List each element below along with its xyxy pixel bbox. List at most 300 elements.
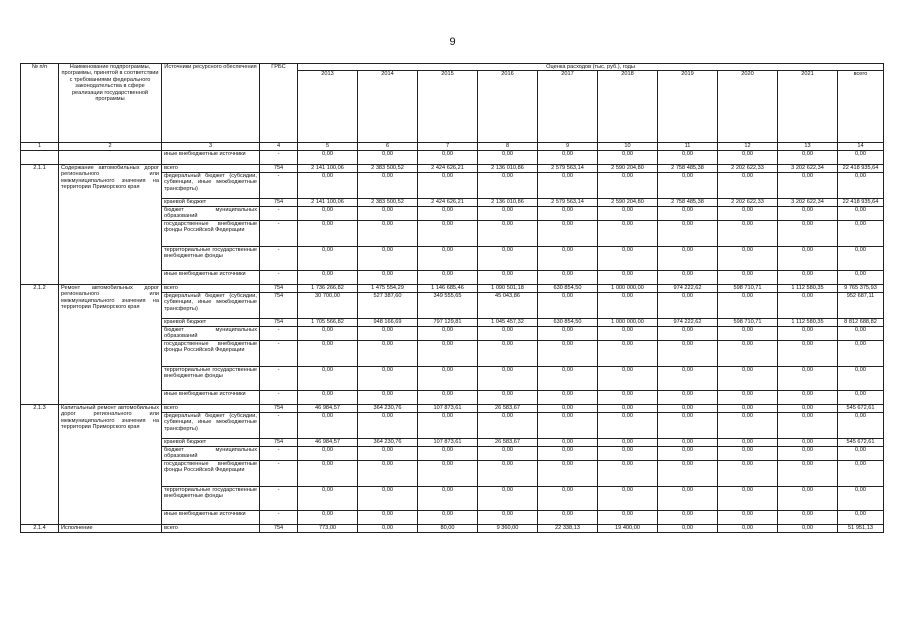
row-index [21,150,59,164]
cost-value: 0,00 [358,220,418,246]
cost-value: 0,00 [298,172,358,198]
cost-value: 0,00 [538,246,598,270]
cost-value: 0,00 [838,150,884,164]
column-number: 10 [598,143,658,150]
table-row [21,404,884,412]
cost-value: 0,00 [838,270,884,284]
cost-value: 0,00 [778,326,838,340]
cost-value: 2 590 204,80 [598,198,658,206]
grbs-code: - [260,446,298,460]
grbs-code: - [260,172,298,198]
cost-value: 0,00 [538,326,598,340]
grbs-code: - [260,206,298,220]
cost-value: 2 141 100,06 [298,198,358,206]
cost-value: 0,00 [718,438,778,446]
grbs-code: - [260,390,298,404]
table-row [21,150,884,164]
cost-value: 2 424 626,21 [418,198,478,206]
cost-value: 0,00 [418,366,478,390]
cost-value: 0,00 [718,326,778,340]
program-name: Ремонт автомобильных дорог регионального или межмуниципального значения на территории Приморского края [59,284,162,404]
cost-value: 0,00 [718,486,778,510]
cost-value: 364 230,76 [358,404,418,412]
column-number: 9 [538,143,598,150]
cost-value: 0,00 [718,366,778,390]
cost-value: 0,00 [778,510,838,524]
cost-value: 0,00 [418,446,478,460]
column-number: 3 [162,143,260,150]
program-name: Капитальный ремонт автомобильных дорог регионального или межмуниципального значения на территории Приморского края [59,404,162,524]
cost-value: 0,00 [418,340,478,366]
header-num: № п/п [21,64,59,143]
grbs-code: - [260,412,298,438]
grbs-code: 754 [260,284,298,292]
cost-value: 2 383 500,52 [358,164,418,172]
cost-value: 0,00 [598,150,658,164]
funding-source: краевой бюджет [162,318,260,326]
cost-value: 0,00 [418,220,478,246]
cost-value: 0,00 [778,340,838,366]
cost-value: 51 951,13 [838,524,884,532]
cost-value: 0,00 [418,326,478,340]
cost-value: 0,00 [538,446,598,460]
cost-value: 952 687,11 [838,292,884,318]
cost-value: 0,00 [358,524,418,532]
funding-source: бюджет муниципальных образований [162,446,260,460]
cost-value: 974 222,62 [658,284,718,292]
cost-value: 2 202 622,33 [718,198,778,206]
column-number: 1 [21,143,59,150]
cost-value: 0,00 [298,150,358,164]
funding-source: иные внебюджетные источники [162,510,260,524]
cost-value: 22 418 935,64 [838,164,884,172]
year-header: всего [838,71,884,143]
cost-value: 0,00 [658,172,718,198]
cost-value: 0,00 [358,390,418,404]
cost-value: 0,00 [838,206,884,220]
cost-value: 80,00 [418,524,478,532]
cost-value: 948 166,69 [358,318,418,326]
funding-source: иные внебюджетные источники [162,390,260,404]
year-header: 2016 [478,71,538,143]
cost-value: 0,00 [778,206,838,220]
cost-value: 45 043,86 [478,292,538,318]
cost-value: 0,00 [658,206,718,220]
cost-value: 0,00 [778,486,838,510]
cost-value: 1 000 000,00 [598,318,658,326]
cost-value: 0,00 [658,412,718,438]
column-number: 6 [358,143,418,150]
year-header: 2015 [418,71,478,143]
cost-value: 0,00 [658,390,718,404]
cost-value: 0,00 [658,246,718,270]
cost-value: 773,00 [298,524,358,532]
header-name: Наименование подпрограммы, программы, принятой в соответствии с требованиями федерального законодательства в сфере реализации государственной программы [59,64,162,143]
cost-value: 46 984,57 [298,404,358,412]
cost-value: 0,00 [598,390,658,404]
cost-value: 22 418 935,64 [838,198,884,206]
column-number: 11 [658,143,718,150]
cost-value: 0,00 [298,460,358,486]
cost-value: 0,00 [538,510,598,524]
cost-value: 0,00 [598,220,658,246]
cost-value: 19 400,00 [598,524,658,532]
cost-value: 0,00 [778,460,838,486]
cost-value: 0,00 [838,326,884,340]
cost-value: 0,00 [298,220,358,246]
cost-value: 0,00 [478,206,538,220]
cost-value: 9 765 375,93 [838,284,884,292]
cost-value: 0,00 [838,340,884,366]
header-sources: Источники ресурсного обеспечения [162,64,260,143]
row-index: 2.1.3 [21,404,59,524]
cost-value: 0,00 [838,510,884,524]
cost-value: 0,00 [418,150,478,164]
grbs-code: 754 [260,292,298,318]
grbs-code: - [260,340,298,366]
cost-value: 1 112 580,35 [778,318,838,326]
cost-value: 0,00 [658,524,718,532]
year-header: 2019 [658,71,718,143]
cost-value: 0,00 [358,340,418,366]
cost-value: 0,00 [658,292,718,318]
grbs-code: - [260,326,298,340]
column-number: 8 [478,143,538,150]
grbs-code: - [260,366,298,390]
cost-value: 9 360,00 [478,524,538,532]
grbs-code: 754 [260,524,298,532]
column-number: 14 [838,143,884,150]
cost-value: 0,00 [598,206,658,220]
cost-value: 1 112 580,35 [778,284,838,292]
cost-value: 0,00 [478,326,538,340]
cost-value: 0,00 [538,220,598,246]
cost-value: 0,00 [658,340,718,366]
cost-value: 0,00 [298,206,358,220]
cost-value: 0,00 [298,366,358,390]
cost-value: 0,00 [658,220,718,246]
cost-value: 598 710,71 [718,284,778,292]
grbs-code: - [260,150,298,164]
cost-value: 2 758 485,38 [658,164,718,172]
cost-value: 0,00 [658,326,718,340]
cost-value: 0,00 [358,270,418,284]
cost-value: 0,00 [418,172,478,198]
table-row [21,524,884,532]
row-index: 2.1.2 [21,284,59,404]
cost-value: 2 141 100,06 [298,164,358,172]
funding-source: всего [162,404,260,412]
cost-value: 0,00 [718,390,778,404]
cost-value: 1 146 685,46 [418,284,478,292]
column-number: 12 [718,143,778,150]
cost-value: 0,00 [478,220,538,246]
table-row [21,284,884,292]
funding-source: краевой бюджет [162,198,260,206]
cost-value: 0,00 [418,412,478,438]
cost-value: 3 202 622,34 [778,198,838,206]
cost-value: 0,00 [358,486,418,510]
grbs-code: 754 [260,198,298,206]
cost-value: 0,00 [478,366,538,390]
header-cost-group: Оценка расходов (тыс. руб.), годы [298,64,884,71]
cost-value: 0,00 [598,486,658,510]
cost-value: 0,00 [718,292,778,318]
cost-value: 0,00 [538,412,598,438]
table-row [21,164,884,172]
cost-value: 0,00 [718,206,778,220]
cost-value: 0,00 [418,510,478,524]
cost-value: 0,00 [598,460,658,486]
cost-value: 0,00 [778,390,838,404]
cost-value: 0,00 [358,446,418,460]
cost-value: 0,00 [298,446,358,460]
grbs-code: - [260,270,298,284]
cost-value: 0,00 [418,246,478,270]
cost-value: 0,00 [598,438,658,446]
funding-source: федеральный бюджет (субсидии, субвенции, иные межбюджетные трансферты) [162,292,260,318]
grbs-code: - [260,220,298,246]
funding-source: бюджет муниципальных образований [162,326,260,340]
cost-value: 0,00 [418,390,478,404]
cost-value: 0,00 [718,404,778,412]
funding-source: территориальные государственные внебюджетные фонды [162,366,260,390]
cost-value: 107 873,61 [418,404,478,412]
cost-value: 0,00 [778,524,838,532]
funding-source: иные внебюджетные источники [162,150,260,164]
funding-source: федеральный бюджет (субсидии, субвенции, иные межбюджетные трансферты) [162,412,260,438]
cost-value: 0,00 [538,404,598,412]
cost-value: 0,00 [538,292,598,318]
year-header: 2013 [298,71,358,143]
program-name: Исполнение [59,524,162,532]
cost-value: 0,00 [478,460,538,486]
cost-value: 0,00 [538,460,598,486]
column-number: 4 [260,143,298,150]
cost-value: 0,00 [718,460,778,486]
cost-value: 545 672,61 [838,404,884,412]
cost-value: 0,00 [778,150,838,164]
funding-source: государственные внебюджетные фонды Российской Федерации [162,220,260,246]
funding-source: государственные внебюджетные фонды Российской Федерации [162,460,260,486]
cost-value: 0,00 [538,150,598,164]
funding-source: всего [162,524,260,532]
page-number: 9 [449,36,456,48]
cost-value: 0,00 [598,326,658,340]
cost-value: 0,00 [358,460,418,486]
year-header: 2014 [358,71,418,143]
cost-value: 797 129,81 [418,318,478,326]
cost-value: 0,00 [538,486,598,510]
cost-value: 0,00 [598,510,658,524]
cost-value: 0,00 [298,246,358,270]
cost-value: 0,00 [478,246,538,270]
cost-value: 0,00 [418,486,478,510]
budget-table [20,63,884,533]
cost-value: 0,00 [598,292,658,318]
cost-value: 0,00 [658,486,718,510]
funding-source: федеральный бюджет (субсидии, субвенции, иные межбюджетные трансферты) [162,172,260,198]
cost-value: 0,00 [478,446,538,460]
header-grbs: ГРБС [260,64,298,143]
cost-value: 0,00 [358,206,418,220]
grbs-code: 754 [260,164,298,172]
cost-value: 0,00 [598,340,658,366]
cost-value: 545 672,61 [838,438,884,446]
cost-value: 0,00 [298,326,358,340]
cost-value: 364 230,76 [358,438,418,446]
column-number: 2 [59,143,162,150]
cost-value: 0,00 [358,412,418,438]
cost-value: 0,00 [718,510,778,524]
cost-value: 0,00 [418,270,478,284]
cost-value: 0,00 [478,486,538,510]
cost-value: 26 583,67 [478,438,538,446]
cost-value: 0,00 [358,326,418,340]
cost-value: 0,00 [298,510,358,524]
cost-value: 2 579 563,14 [538,164,598,172]
cost-value: 2 758 485,38 [658,198,718,206]
cost-value: 0,00 [838,366,884,390]
cost-value: 1 045 457,32 [478,318,538,326]
cost-value: 0,00 [598,366,658,390]
column-number-row [21,143,884,150]
cost-value: 0,00 [778,270,838,284]
cost-value: 1 090 501,18 [478,284,538,292]
cost-value: 22 338,13 [538,524,598,532]
cost-value: 0,00 [778,404,838,412]
cost-value: 0,00 [658,150,718,164]
grbs-code: - [260,486,298,510]
funding-source: всего [162,284,260,292]
cost-value: 1 705 566,82 [298,318,358,326]
grbs-code: - [260,246,298,270]
cost-value: 0,00 [718,270,778,284]
cost-value: 0,00 [718,412,778,438]
funding-source: всего [162,164,260,172]
cost-value: 0,00 [598,412,658,438]
cost-value: 0,00 [538,206,598,220]
funding-source: бюджет муниципальных образований [162,206,260,220]
cost-value: 0,00 [358,150,418,164]
year-header: 2020 [718,71,778,143]
cost-value: 0,00 [778,366,838,390]
grbs-code: - [260,460,298,486]
cost-value: 107 873,61 [418,438,478,446]
cost-value: 46 984,57 [298,438,358,446]
cost-value: 0,00 [358,510,418,524]
column-number: 5 [298,143,358,150]
cost-value: 0,00 [298,340,358,366]
cost-value: 0,00 [718,524,778,532]
cost-value: 0,00 [298,390,358,404]
cost-value: 0,00 [718,150,778,164]
cost-value: 0,00 [538,366,598,390]
cost-value: 0,00 [538,270,598,284]
cost-value: 0,00 [778,412,838,438]
cost-value: 0,00 [658,404,718,412]
cost-value: 0,00 [778,246,838,270]
program-name: Содержание автомобильных дорог регионального или межмуниципального значения на территории Приморского края [59,164,162,284]
cost-value: 0,00 [478,172,538,198]
cost-value: 2 590 204,80 [598,164,658,172]
cost-value: 0,00 [298,270,358,284]
cost-value: 1 475 554,29 [358,284,418,292]
cost-value: 0,00 [838,486,884,510]
cost-value: 0,00 [418,460,478,486]
grbs-code: - [260,510,298,524]
cost-value: 0,00 [598,404,658,412]
cost-value: 0,00 [838,446,884,460]
cost-value: 630 854,50 [538,318,598,326]
cost-value: 0,00 [718,340,778,366]
cost-value: 0,00 [778,172,838,198]
cost-value: 2 424 626,21 [418,164,478,172]
column-number: 7 [418,143,478,150]
cost-value: 0,00 [718,172,778,198]
cost-value: 0,00 [658,270,718,284]
cost-value: 0,00 [838,246,884,270]
cost-value: 30 700,00 [298,292,358,318]
cost-value: 0,00 [718,246,778,270]
cost-value: 0,00 [778,292,838,318]
cost-value: 598 710,71 [718,318,778,326]
column-number: 13 [778,143,838,150]
cost-value: 0,00 [478,150,538,164]
cost-value: 0,00 [658,366,718,390]
cost-value: 0,00 [298,412,358,438]
cost-value: 0,00 [778,446,838,460]
cost-value: 2 383 500,52 [358,198,418,206]
year-header: 2018 [598,71,658,143]
cost-value: 974 222,62 [658,318,718,326]
cost-value: 2 202 622,33 [718,164,778,172]
cost-value: 0,00 [478,390,538,404]
cost-value: 0,00 [358,246,418,270]
funding-source: территориальные государственные внебюджетные фонды [162,246,260,270]
cost-value: 527 387,60 [358,292,418,318]
cost-value: 0,00 [538,390,598,404]
cost-value: 8 812 688,82 [838,318,884,326]
row-index: 2.1.4 [21,524,59,532]
cost-value: 2 136 010,86 [478,198,538,206]
cost-value: 0,00 [598,172,658,198]
cost-value: 0,00 [538,438,598,446]
cost-value: 630 854,50 [538,284,598,292]
grbs-code: 754 [260,318,298,326]
year-header: 2017 [538,71,598,143]
table-body [21,150,884,532]
cost-value: 0,00 [658,460,718,486]
cost-value: 2 136 010,86 [478,164,538,172]
cost-value: 0,00 [838,460,884,486]
grbs-code: 754 [260,438,298,446]
cost-value: 0,00 [718,220,778,246]
cost-value: 0,00 [838,220,884,246]
cost-value: 0,00 [478,270,538,284]
cost-value: 0,00 [478,510,538,524]
funding-source: иные внебюджетные источники [162,270,260,284]
cost-value: 0,00 [598,446,658,460]
cost-value: 0,00 [718,446,778,460]
cost-value: 26 583,67 [478,404,538,412]
cost-value: 0,00 [838,390,884,404]
cost-value: 349 555,65 [418,292,478,318]
cost-value: 2 579 563,14 [538,198,598,206]
cost-value: 3 202 622,34 [778,164,838,172]
cost-value: 1 000 000,00 [598,284,658,292]
funding-source: территориальные государственные внебюджетные фонды [162,486,260,510]
